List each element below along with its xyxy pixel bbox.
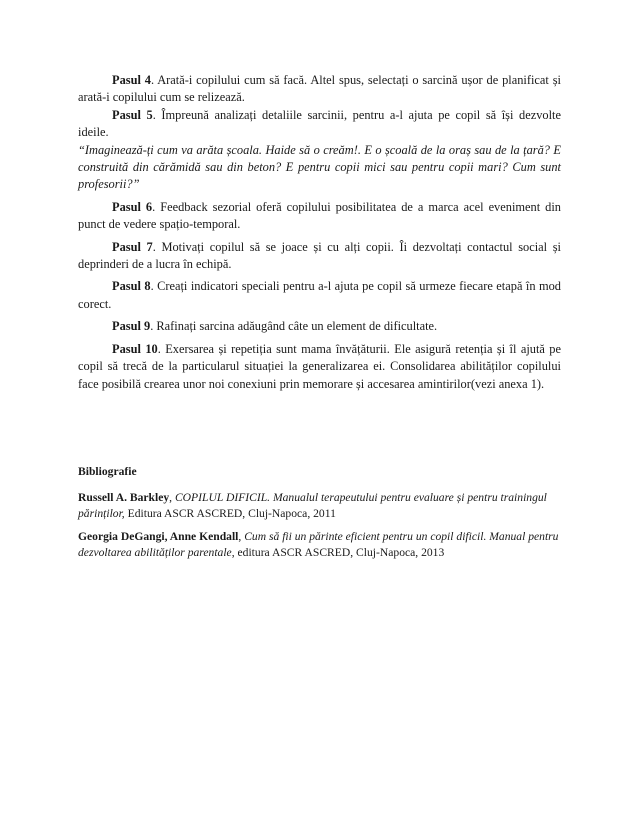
- ref-work: COPILUL DIFICIL. Manualul terapeutului pentru evaluare și pentru trainingul părinților,: [78, 491, 547, 520]
- step-7: [78, 239, 561, 274]
- step-label: Pasul 10: [112, 341, 158, 356]
- ref-publisher: Editura ASCR ASCRED, Cluj-Napoca, 2011: [124, 507, 336, 520]
- step-text: . Exersarea și repetiția sunt mama învățăturii. Ele asigură retenția și îl ajută pe copil să trecă de la particularul situației la generalizarea ei. Consolidarea abilităților copilului face posibilă crearea unor noi conexiuni prin memorare și accesarea amintirilor(vezi anexa 1).: [78, 341, 561, 391]
- step-label: Pasul 6: [112, 199, 153, 214]
- step-5: [78, 107, 561, 194]
- step-label: Pasul 4: [112, 73, 151, 87]
- step-label: Pasul 5: [112, 107, 153, 122]
- step-8: [78, 278, 561, 313]
- bibliography-ref: [78, 490, 561, 522]
- ref-work: Cum să fii un părinte eficient pentru un copil dificil. Manual pentru dezvoltarea abilităților parentale: [78, 530, 559, 559]
- step-text: . Creați indicatori speciali pentru a-l ajuta pe copil să urmeze fiecare etapă în mod corect.: [78, 279, 561, 311]
- step-label: Pasul 7: [112, 239, 153, 254]
- step-10: [78, 341, 561, 393]
- ref-separator: ,: [238, 530, 245, 543]
- step-quote: “Imaginează-ți cum va arăta școala. Haide să o creăm!. E o școală de la oraș sau de la țară? E construită din cărămidă sau din beton? E pentru copii mici sau pentru copii mari? Cum sunt profesorii?”: [78, 142, 561, 192]
- step-text: . Rafinați sarcina adăugând câte un element de dificultate.: [150, 319, 438, 334]
- step-text: . Împreună analizați detaliile sarcinii, pentru a-l ajuta pe copil să își dezvolte ideile.: [78, 107, 561, 140]
- ref-author: Georgia DeGangi, Anne Kendall: [78, 530, 239, 543]
- step-text: . Motivați copilul să se joace și cu alți copii. Îi dezvoltați contactul social și deprinderi de a lucra în echipă.: [78, 239, 561, 272]
- bibliography-section: [78, 464, 561, 568]
- step-4: [78, 72, 561, 107]
- step-9: [78, 318, 561, 335]
- step-label: Pasul 8: [112, 279, 151, 294]
- steps-section: [78, 72, 561, 398]
- step-label: Pasul 9: [112, 319, 151, 334]
- step-6: [78, 199, 561, 234]
- ref-separator: ,: [169, 491, 175, 504]
- ref-author: Russell A. Barkley: [78, 491, 170, 504]
- bibliography-ref: [78, 529, 561, 561]
- step-text: . Arată-i copilului cum să facă. Altel spus, selectați o sarcină ușor de planificat și arată-i copilului cum se relizează.: [78, 73, 561, 105]
- step-text: . Feedback sezorial oferă copilului posibilitatea de a marca acel eveniment din punct de vedere spațio-temporal.: [78, 199, 561, 232]
- ref-publisher: , editura ASCR ASCRED, Cluj-Napoca, 2013: [231, 546, 445, 559]
- bibliography-title: Bibliografie: [78, 465, 137, 478]
